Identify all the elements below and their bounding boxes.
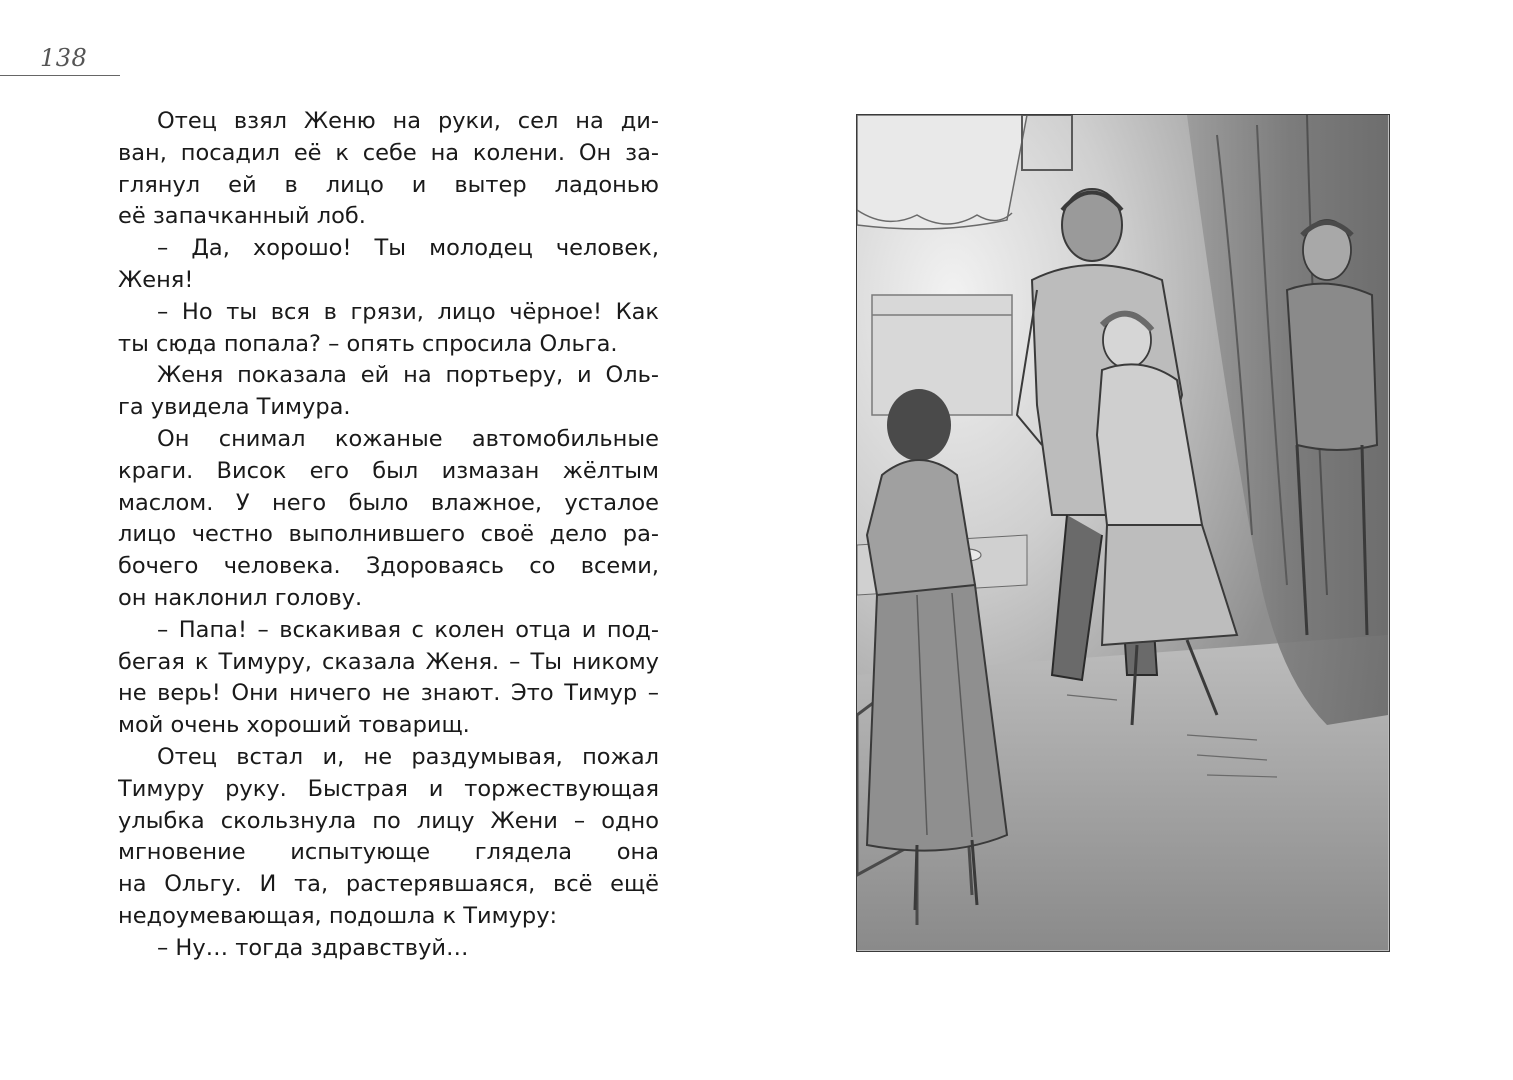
paragraph bbox=[118, 933, 659, 965]
text-line: – Папа! – вскакивая с колен отца и под- bbox=[157, 616, 659, 643]
text-line: лицо честно выполнившего своё дело ра- bbox=[118, 521, 659, 548]
text-line: улыбка скользнула по лицу Жени – одно bbox=[118, 807, 659, 834]
paragraph bbox=[118, 297, 659, 361]
text-line: мой очень хороший товарищ. bbox=[118, 712, 470, 739]
text-line: га увидела Тимура. bbox=[118, 394, 351, 421]
page-number: 138 bbox=[40, 44, 88, 72]
paragraph bbox=[118, 742, 659, 933]
story-text bbox=[118, 106, 659, 965]
text-line: бочего человека. Здороваясь со всеми, bbox=[118, 553, 659, 580]
text-line: не верь! Они ничего не знают. Это Тимур – bbox=[118, 680, 659, 707]
family-reunion-illustration-icon bbox=[857, 115, 1388, 950]
paragraph bbox=[118, 424, 659, 615]
text-line: – Да, хорошо! Ты молодец человек, bbox=[157, 235, 659, 262]
text-line: глянул ей в лицо и вытер ладонью bbox=[118, 171, 659, 198]
text-line: Он снимал кожаные автомобильные bbox=[157, 425, 659, 452]
text-line: Женя! bbox=[118, 266, 194, 293]
text-line: на Ольгу. И та, растерявшаяся, всё ещё bbox=[118, 871, 659, 898]
text-line: – Ну… тогда здравствуй… bbox=[157, 934, 469, 961]
text-line: мгновение испытующе глядела она bbox=[118, 839, 659, 866]
paragraph bbox=[118, 233, 659, 297]
text-line: краги. Висок его был измазан жёлтым bbox=[118, 457, 659, 484]
text-line: Отец взял Женю на руки, сел на ди- bbox=[157, 108, 659, 134]
text-line: бегая к Тимуру, сказала Женя. – Ты никому bbox=[118, 648, 659, 675]
text-line: недоумевающая, подошла к Тимуру: bbox=[118, 902, 558, 929]
text-line: маслом. У него было влажное, усталое bbox=[118, 489, 659, 516]
paragraph bbox=[118, 360, 659, 424]
text-line: её запачканный лоб. bbox=[118, 203, 366, 230]
text-line: Тимуру руку. Быстрая и торжествующая bbox=[118, 775, 659, 802]
text-line: он наклонил голову. bbox=[118, 584, 363, 611]
text-line: ты сюда попала? – опять спросила Ольга. bbox=[118, 330, 618, 357]
paragraph bbox=[118, 106, 659, 233]
text-line: ван, посадил её к себе на колени. Он за- bbox=[118, 139, 659, 166]
story-illustration bbox=[856, 114, 1390, 952]
paragraph bbox=[118, 615, 659, 742]
text-line: – Но ты вся в грязи, лицо чёрное! Как bbox=[157, 298, 659, 325]
text-line: Женя показала ей на портьеру, и Оль- bbox=[157, 362, 659, 389]
text-line: Отец встал и, не раздумывая, пожал bbox=[157, 743, 659, 770]
page-number-rule bbox=[0, 75, 120, 76]
